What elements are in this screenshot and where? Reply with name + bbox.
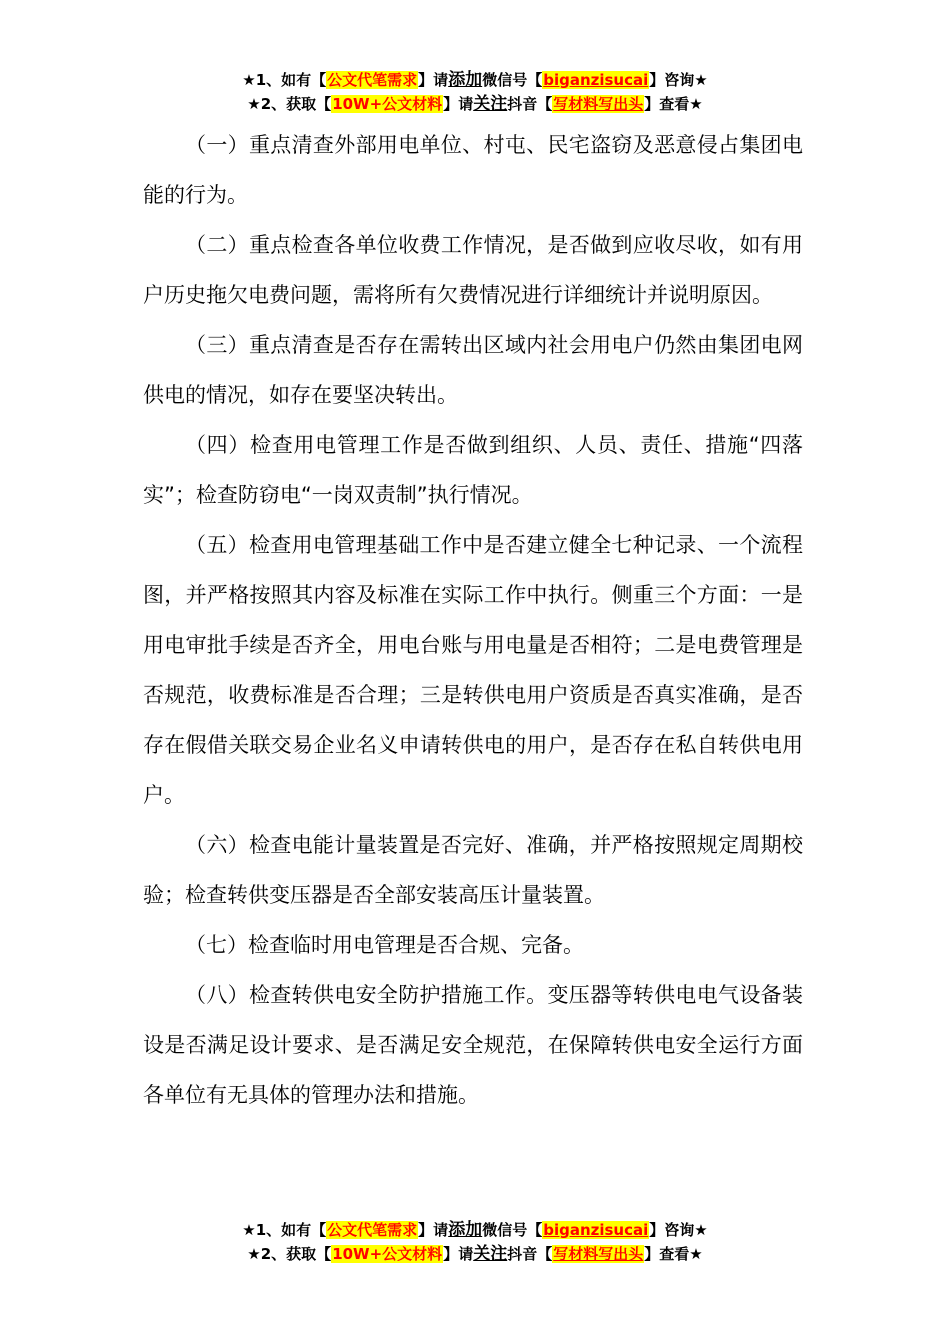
paragraph-4: （四）检查用电管理工作是否做到组织、人员、责任、措施“四落实”；检查防窃电“一岗双责制”执行情况。 [143, 433, 803, 507]
paragraph-1: （一）重点清查外部用电单位、村屯、民宅盗窃及恶意侵占集团电能的行为。 [143, 133, 803, 207]
banner-text: 】咨询★ [649, 1221, 708, 1239]
header-banner [0, 68, 950, 116]
banner-highlight: 10W+公文材料 [332, 1245, 443, 1263]
banner-underlined: 添加 [448, 1220, 483, 1240]
banner-highlight: 10W+公文材料 [332, 95, 443, 113]
banner-text: ★1、如有【 [242, 1221, 327, 1239]
banner-text: 】请 [443, 95, 474, 113]
banner-wechat-id: biganzisucai [543, 1221, 649, 1239]
banner-line-1 [0, 68, 950, 92]
banner-text: 抖音【 [507, 95, 553, 113]
banner-line-1 [0, 1218, 950, 1242]
banner-text: ★1、如有【 [242, 71, 327, 89]
banner-text: 】查看★ [644, 95, 703, 113]
banner-underlined: 关注 [473, 94, 508, 114]
banner-text: 】请 [418, 71, 449, 89]
document-body [143, 120, 803, 1120]
banner-text: 】请 [418, 1221, 449, 1239]
banner-text: 】查看★ [644, 1245, 703, 1263]
banner-text: 微信号【 [482, 1221, 543, 1239]
banner-highlight: 公文代笔需求 [327, 71, 418, 89]
banner-text: 抖音【 [507, 1245, 553, 1263]
paragraph-3: （三）重点清查是否存在需转出区域内社会用电户仍然由集团电网供电的情况，如存在要坚决转出。 [143, 333, 803, 407]
banner-text: ★2、获取【 [247, 1245, 332, 1263]
banner-line-2 [0, 92, 950, 116]
banner-douyin-id: 写材料写出头 [553, 95, 644, 113]
banner-underlined: 添加 [448, 70, 483, 90]
paragraph-7: （七）检查临时用电管理是否合规、完备。 [185, 933, 584, 957]
paragraph-2: （二）重点检查各单位收费工作情况，是否做到应收尽收，如有用户历史拖欠电费问题，需将所有欠费情况进行详细统计并说明原因。 [143, 233, 803, 307]
footer-banner [0, 1218, 950, 1266]
banner-douyin-id: 写材料写出头 [553, 1245, 644, 1263]
banner-text: ★2、获取【 [247, 95, 332, 113]
banner-line-2 [0, 1242, 950, 1266]
paragraph-8: （八）检查转供电安全防护措施工作。变压器等转供电电气设备装设是否满足设计要求、是否满足安全规范，在保障转供电安全运行方面各单位有无具体的管理办法和措施。 [143, 983, 803, 1107]
banner-underlined: 关注 [473, 1244, 508, 1264]
paragraph-5: （五）检查用电管理基础工作中是否建立健全七种记录、一个流程图，并严格按照其内容及标准在实际工作中执行。侧重三个方面：一是用电审批手续是否齐全，用电台账与用电量是否相符；二是电费管理是否规范，收费标准是否合理；三是转供电用户资质是否真实准确，是否存在假借关联交易企业名义申请转供电的用户，是否存在私自转供电用户。 [143, 533, 803, 807]
banner-text: 】咨询★ [649, 71, 708, 89]
paragraph-6: （六）检查电能计量装置是否完好、准确，并严格按照规定周期校验；检查转供变压器是否全部安装高压计量装置。 [143, 833, 803, 907]
banner-text: 微信号【 [482, 71, 543, 89]
banner-text: 】请 [443, 1245, 474, 1263]
banner-highlight: 公文代笔需求 [327, 1221, 418, 1239]
banner-wechat-id: biganzisucai [543, 71, 649, 89]
